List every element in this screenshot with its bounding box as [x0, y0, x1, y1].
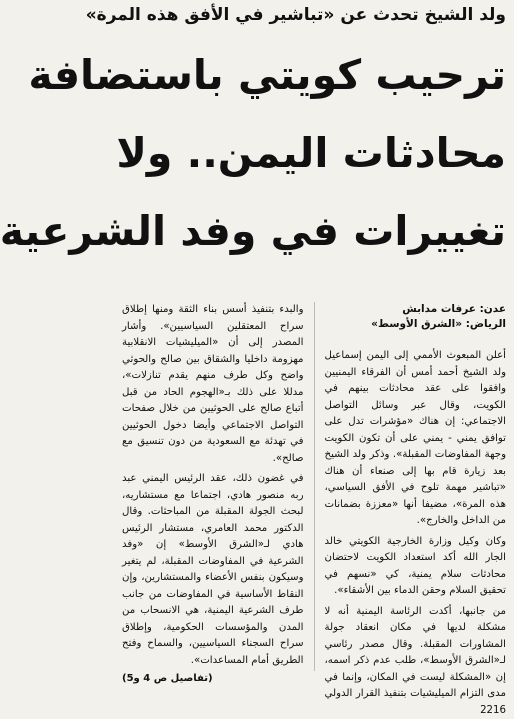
article-headline: [122, 36, 506, 270]
paragraph: في غضون ذلك، عقد الرئيس اليمني عبد ربه منصور هادي، اجتماعا مع مستشاريه، لبحث الجولة المقبلة من المباحثات. وقال الدكتور محمد العامري، مستشار الرئيس هادي لـ«الشرق الأوسط» إن «وفد الشرعية في المفاوضات المقبلة، لم يتغير وسيكون بنفس الأعضاء والمستشارين، وإن النقاط الأساسية في المفاوضات من جانب طرف الشرعية اليمنية، هي الانسحاب من المدن والمؤسسات الحكومية، وإطلاق سراح السجناء السياسيين، والسماح وفتح الطريق أمام المساعدات».: [122, 471, 304, 669]
article-body: [122, 302, 506, 671]
headline-line-3: تغييرات في وفد الشرعية: [122, 192, 506, 270]
newspaper-article: [114, 0, 514, 677]
byline-location: الرياض: «الشرق الأوسط»: [325, 317, 507, 332]
left-column: [122, 302, 304, 671]
paragraph: والبدء بتنفيذ أسس بناء الثقة ومنها إطلاق سراح المعتقلين السياسيين». وأشار المصدر إلى أن «الميليشيات الانقلابية مهزومة داخليا والشقاق بين صالح والحوثي واضح وكل طرف منهم يقدم تنازلات»، مدللا على ذلك بـ«الهجوم الحاد من قبل أتباع صالح على الحوثيين من خلال صفحات التواصل الاجتماعي وأيضا دخول الحوثيين في تهدئة مع السعودية من دون تنسيق مع صالح».: [122, 302, 304, 467]
headline-line-1: ترحيب كويتي باستضافة: [122, 36, 506, 114]
paragraph: أعلن المبعوث الأممي إلى اليمن إسماعيل ولد الشيخ أحمد أمس أن الفرقاء اليمنيين وافقوا على عقد محادثات بينهم في الكويت، وقال عبر وسائل التواصل الاجتماعي: إن هناك «مؤشرات تدل على توافق يمني - يمني على أن تكون الكويت وجهة المفاوضات المقبلة». وذكر ولد الشيخ بعد زيارة قام بها إلى صنعاء أن هناك «تباشير مهمة تلوح في الأفق السياسي، هذه المرة»، مضيفا أنها «معززة بضمانات من الداخل والخارج».: [325, 348, 507, 530]
byline: [325, 302, 507, 332]
byline-names: عدن: عرفات مدابش: [325, 302, 507, 317]
headline-line-2: محادثات اليمن.. ولا: [122, 114, 506, 192]
paragraph: من جانبها، أكدت الرئاسة اليمنية أنه لا مشكلة لديها في مكان انعقاد جولة المشاورات المقبلة. وقال مصدر رئاسي لـ«الشرق الأوسط»، طلب عدم ذكر اسمه، إن «المشكلة ليست في المكان، وإنما في مدى التزام الميليشيات بتنفيذ القرار الدولي 2216: [325, 604, 507, 719]
right-column: [325, 302, 507, 671]
column-divider: [314, 302, 315, 671]
article-kicker: ولد الشيخ تحدث عن «تباشير في الأفق هذه المرة»: [122, 4, 506, 30]
page-reference: (تفاصيل ص 4 و5): [122, 671, 304, 688]
paragraph: وكان وكيل وزارة الخارجية الكويتي خالد الجار الله أكد استعداد الكويت لاحتضان محادثات سلام يمنية، كي «نسهم في تحقيق السلام وحقن الدماء بين الأشقاء».: [325, 534, 507, 600]
